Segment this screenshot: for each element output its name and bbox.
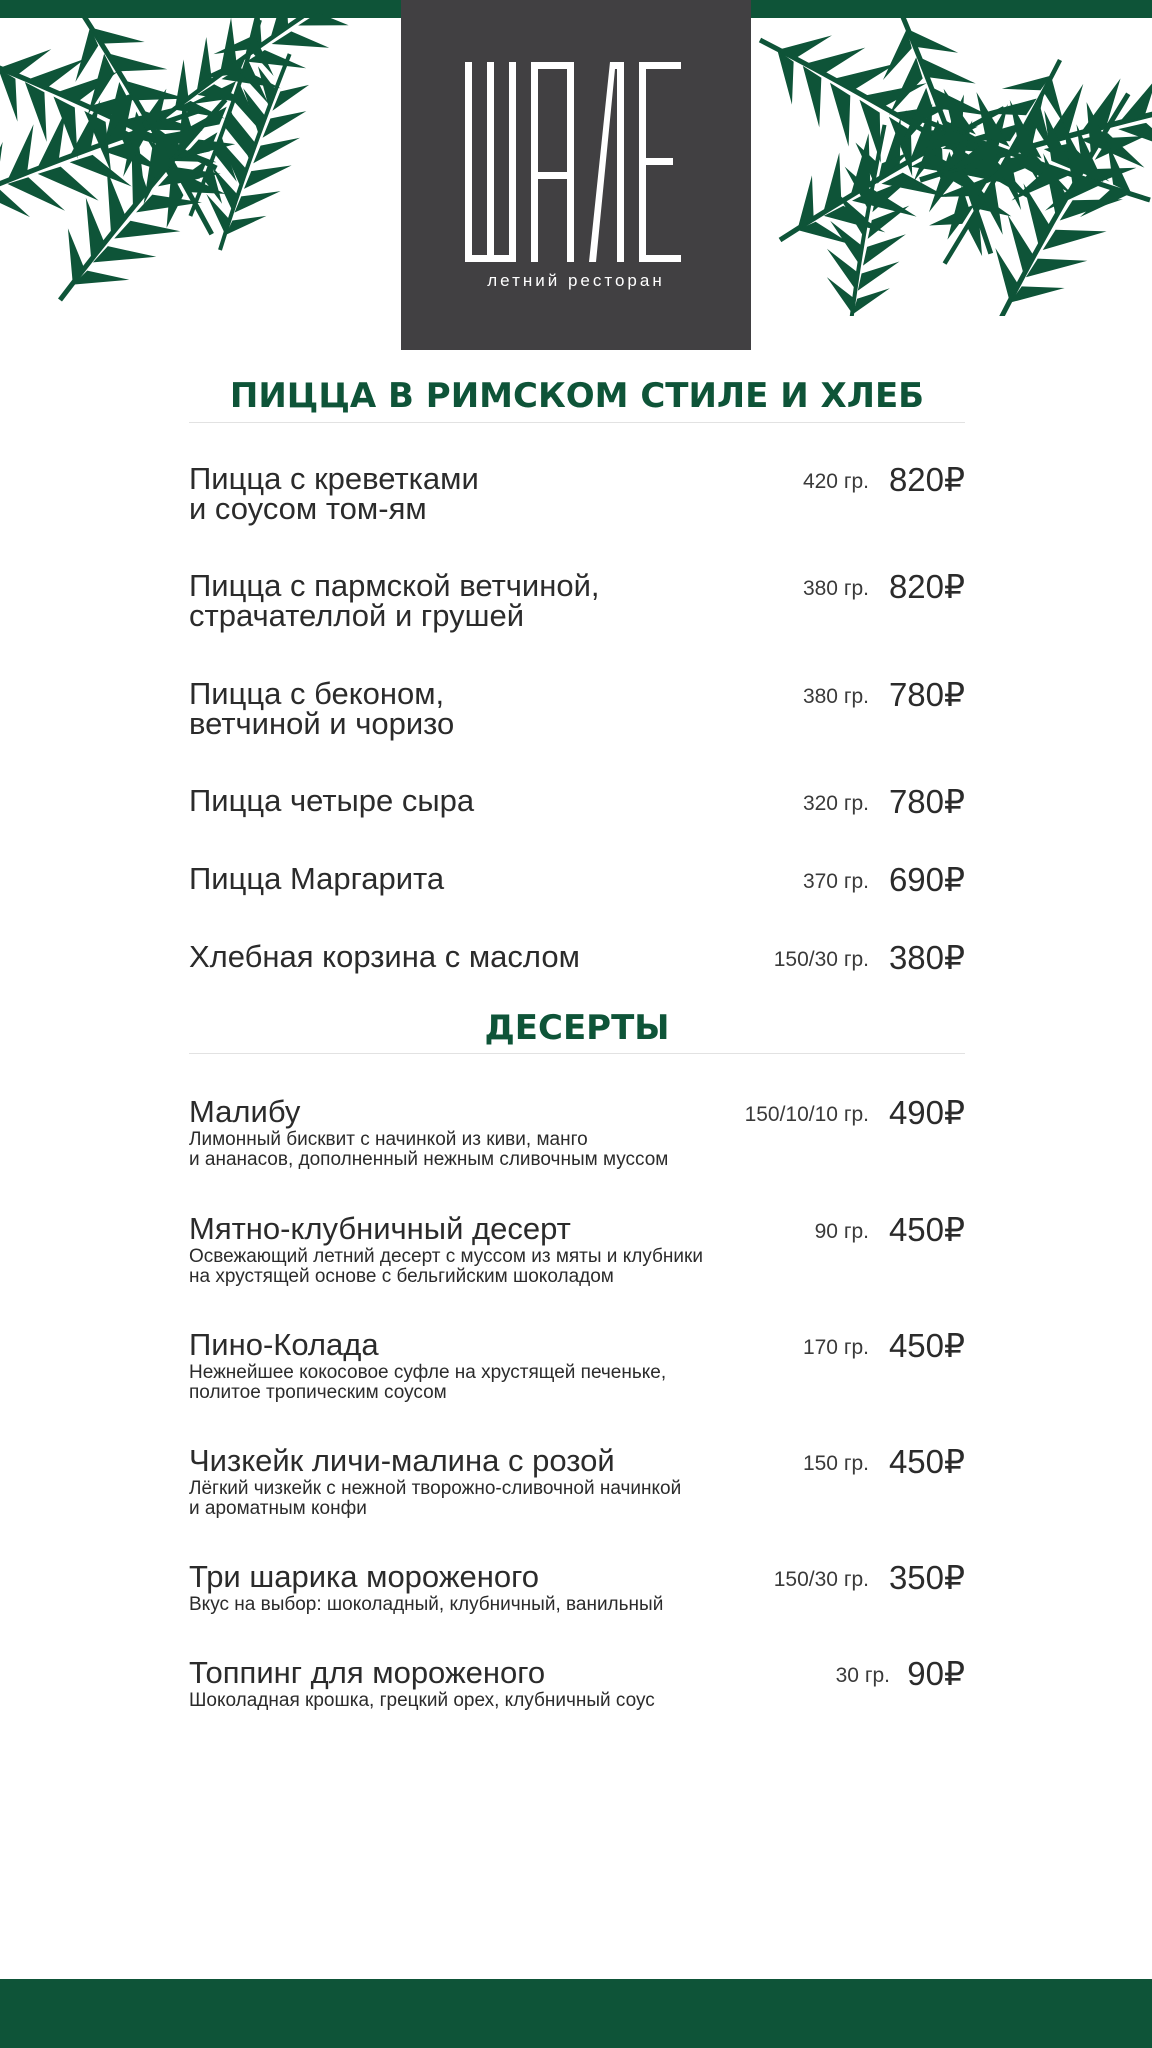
menu-item	[189, 1443, 965, 1519]
item-weight: 380 гр.	[802, 577, 869, 600]
item-description: Лимонный бисквит с начинкой из киви, манго и ананасов, дополненный нежным сливочным муссом	[189, 1129, 669, 1170]
footer-band	[0, 1979, 1152, 2048]
section-divider	[189, 1053, 965, 1054]
item-name: Три шарика мороженого	[189, 1559, 540, 1594]
item-weight: 150/30 гр.	[773, 948, 869, 971]
item-price: 90₽	[907, 1655, 965, 1692]
item-price: 380₽	[888, 939, 965, 976]
item-description: Нежнейшее кокосовое суфле на хрустящей печеньке, политое тропическим соусом	[189, 1362, 667, 1403]
item-name: Пицца с беконом, ветчиной и чоризо	[189, 676, 455, 741]
item-price: 450₽	[888, 1443, 965, 1480]
item-weight: 150/10/10 гр.	[744, 1103, 869, 1126]
menu-item	[189, 568, 965, 633]
item-name: Пицца четыре сыра	[189, 783, 475, 818]
item-weight: 420 гр.	[802, 470, 869, 493]
item-weight: 320 гр.	[802, 792, 869, 815]
item-description: Вкус на выбор: шоколадный, клубничный, ванильный	[189, 1594, 664, 1615]
menu-item	[189, 939, 965, 976]
item-weight: 170 гр.	[802, 1336, 869, 1359]
item-weight: 30 гр.	[835, 1664, 890, 1687]
menu-item	[189, 1211, 965, 1287]
logo-wordmark	[465, 54, 687, 264]
item-name: Чизкейк личи-малина с розой	[189, 1443, 615, 1478]
item-name: Пицца с пармской ветчиной, страчателлой и грушей	[189, 568, 600, 633]
item-weight: 370 гр.	[802, 870, 869, 893]
item-weight: 150 гр.	[802, 1452, 869, 1475]
item-name: Пицца Маргарита	[189, 861, 445, 896]
item-price: 490₽	[888, 1094, 965, 1131]
section-title-pizza: ПИЦЦА В РИМСКОМ СТИЛЕ И ХЛЕБ	[229, 376, 925, 416]
item-name: Пино-Колада	[189, 1327, 379, 1362]
menu-item	[189, 461, 965, 526]
item-weight: 90 гр.	[814, 1220, 869, 1243]
item-price: 780₽	[888, 783, 965, 820]
menu-item	[189, 1327, 965, 1403]
item-name: Мятно-клубничный десерт	[189, 1211, 571, 1246]
item-name: Топпинг для мороженого	[189, 1655, 546, 1690]
item-name: Малибу	[189, 1094, 301, 1129]
item-description: Освежающий летний десерт с муссом из мяты и клубники на хрустящей основе с бельгийским шоколадом	[189, 1246, 703, 1287]
menu-item	[189, 1559, 965, 1615]
menu-item	[189, 1655, 965, 1711]
menu-item	[189, 783, 965, 820]
menu-item	[189, 676, 965, 741]
logo-box	[401, 0, 751, 350]
item-name: Пицца с креветками и соусом том-ям	[189, 461, 479, 526]
item-price: 450₽	[888, 1327, 965, 1364]
item-price: 690₽	[888, 861, 965, 898]
section-title-desserts: ДЕСЕРТЫ	[484, 1008, 670, 1048]
item-description: Шоколадная крошка, грецкий орех, клубничный соус	[189, 1690, 655, 1711]
section-divider	[189, 422, 965, 423]
item-price: 350₽	[888, 1559, 965, 1596]
item-price: 450₽	[888, 1211, 965, 1248]
item-weight: 380 гр.	[802, 685, 869, 708]
item-weight: 150/30 гр.	[773, 1568, 869, 1591]
item-price: 780₽	[888, 676, 965, 713]
item-name: Хлебная корзина с маслом	[189, 939, 580, 974]
item-price: 820₽	[888, 568, 965, 605]
item-price: 820₽	[888, 461, 965, 498]
menu-item	[189, 1094, 965, 1170]
item-description: Лёгкий чизкейк с нежной творожно-сливочной начинкой и ароматным конфи	[189, 1478, 682, 1519]
menu-item	[189, 861, 965, 898]
logo-subtitle: летний ресторан	[487, 271, 665, 290]
